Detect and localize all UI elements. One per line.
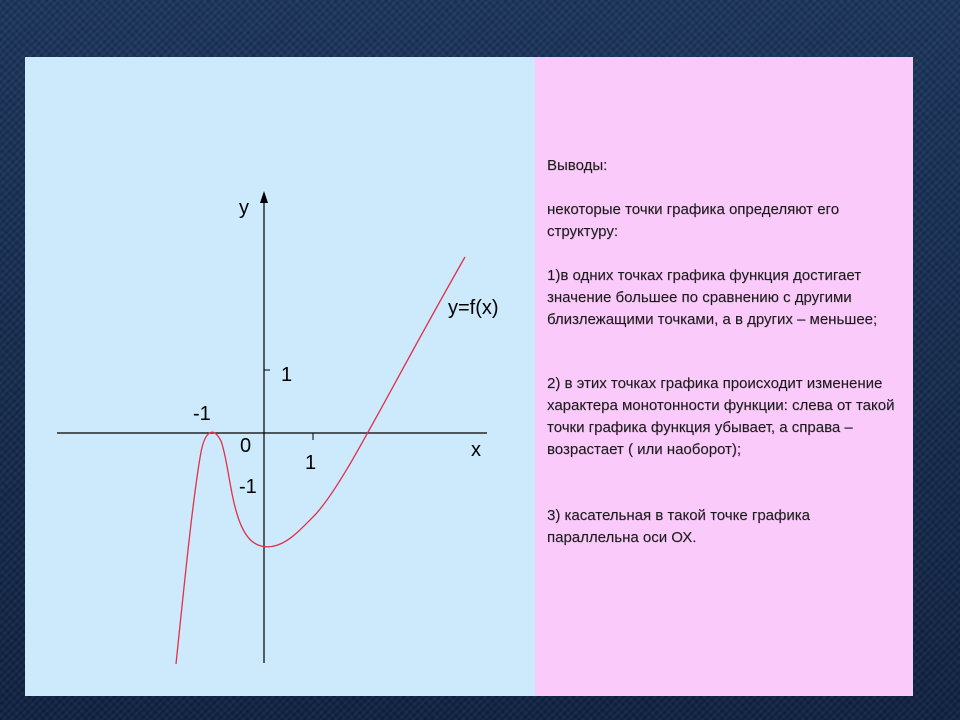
x-axis-label: x xyxy=(471,439,481,461)
function-curve xyxy=(176,257,465,664)
graph-panel xyxy=(25,57,535,696)
x-tick-neg1-label: -1 xyxy=(193,403,211,425)
function-label: y=f(x) xyxy=(448,297,499,319)
conclusions-title: Выводы: xyxy=(547,157,608,174)
function-graph xyxy=(25,57,535,696)
conclusions-text xyxy=(547,155,897,549)
y-tick-neg1-label: -1 xyxy=(239,476,257,498)
conclusion-3: 3) касательная в такой точке графика параллельна оси ОХ. xyxy=(547,507,810,546)
origin-label: 0 xyxy=(240,435,252,457)
conclusions-panel xyxy=(535,57,913,696)
x-tick-1-label: 1 xyxy=(305,452,317,474)
y-axis-arrow xyxy=(260,191,268,203)
y-axis-label: y xyxy=(239,197,249,219)
y-tick-1-label: 1 xyxy=(281,364,293,386)
conclusions-intro: некоторые точки графика определяют его структуру: xyxy=(547,201,840,240)
conclusion-2: 2) в этих точках графика происходит изменение характера монотонности функции: слева от такой точки графика функция убывает, а справа – возрастает ( или наоборот); xyxy=(547,375,895,458)
conclusion-1: 1)в одних точках графика функция достигает значение большее по сравнению с другими близлежащими точками, а в других – меньшее; xyxy=(547,267,878,328)
slide xyxy=(25,57,913,696)
